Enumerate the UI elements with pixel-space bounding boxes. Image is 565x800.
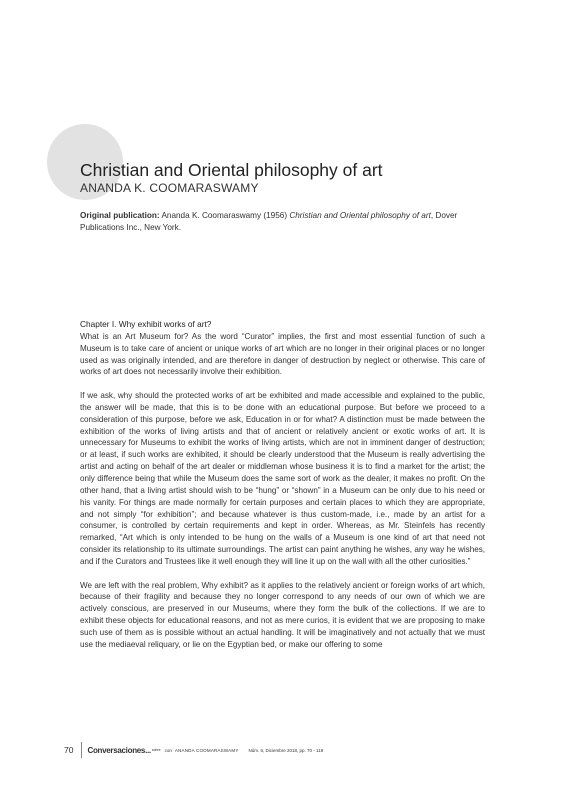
publication-publisher: , Dover Publications Inc., New York. xyxy=(80,211,458,232)
journal-suffix: sobre xyxy=(151,748,161,752)
article-title: Christian and Oriental philosophy of art xyxy=(80,160,383,180)
body-paragraph: If we ask, why should the protected works of art be exhibited and made accessible and explained to the public, the answer will be made, that this is to be done with an educational purpose. But before we proceed to a consideration of this purpose, before we ask, Education in or for what? A distinction must be made between the exhibition of the works of living artists and that of ancient or relatively ancient or exotic works of art. It is unnecessary for Museums to exhibit the works of living artists, which are not in imminent danger of destruction; or at least, if such works are exhibited, it should be clearly understood that the Museum is really advertising the artist and acting on behalf of the art dealer or middleman whose business it is to find a market for the artist; the only difference being that while the Museum does the same sort of work as the dealer, it makes no profit. On the other hand, that a living artist should wish to be “hung” or “shown” in a Museum can be only due to his need or his vanity. For things are made normally for certain purposes and certain places to which they are appropriate, and not simply “for exhibition”; and because whatever is thus custom-made, i.e., made by an artist for a consumer, is controlled by certain requirements and kept in order. Whereas, as Mr. Steinfels has recently remarked, “Art which is only intended to be hung on the walls of a Museum is one kind of art that need not consider its relationship to its ultimate surroundings. The artist can paint anything he wishes, any way he wishes, and if the Curators and Trustees like it well enough they will line it up on the wall with all the other curiosities.” xyxy=(80,391,485,566)
publication-citation: Ananda K. Coomaraswamy (1956) xyxy=(161,211,288,220)
page-number: 70 xyxy=(64,745,74,755)
issue-info: Núm. 6, Diciembre 2018, pp. 70 - 119 xyxy=(248,747,324,753)
publication-label: Original publication: xyxy=(80,211,160,220)
chapter-heading: Chapter I. Why exhibit works of art? xyxy=(80,319,212,329)
original-publication xyxy=(80,210,485,234)
journal-name: Conversaciones... xyxy=(87,745,151,755)
chapter-content xyxy=(80,319,485,662)
footer-author: ANANDA COOMARASWAMY xyxy=(174,747,239,753)
footer-divider xyxy=(81,742,82,758)
body-paragraph: What is an Art Museum for? As the word “Curator” implies, the first and most essential function of such a Museum is to take care of ancient or unique works of art which are no longer in their original places or no longer used as was originally intended, and are therefore in danger of destruction by neglect or otherwise. This care of works of art does not necessarily involve their exhibition. xyxy=(80,331,485,377)
page-footer xyxy=(64,742,323,758)
publication-book-title: Christian and Oriental philosophy of art xyxy=(289,211,431,220)
article-author: ANANDA K. COOMARASWAMY xyxy=(80,181,259,195)
footer-with-label: con xyxy=(164,747,172,753)
body-paragraph: We are left with the real problem, Why exhibit? as it applies to the relatively ancient or foreign works of art which, because of their fragility and because they no longer correspond to any needs of our own of which we are actively conscious, are preserved in our Museums, where they form the bulk of the collections. If we are to exhibit these objects for educational reasons, and not as mere curios, it is evident that we are proposing to make such use of them as is possible without an actual handling. It will be imaginatively and not actually that we must use the mediaeval reliquary, or lie on the Egyptian bed, or make our offering to some xyxy=(80,580,485,649)
